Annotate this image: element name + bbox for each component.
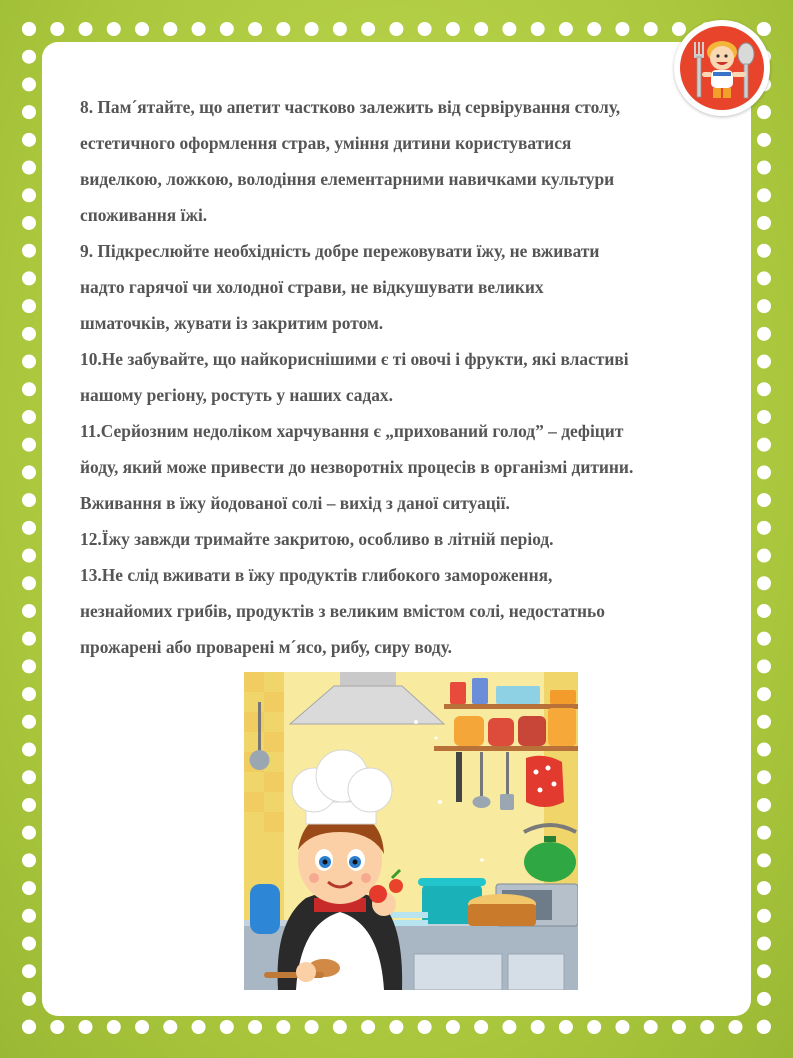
chef-kitchen-illustration [244,672,578,990]
text-line: йоду, який може привести до незворотніх процесів в організмі дитини. [80,457,634,477]
text-line: надто гарячої чи холодної страви, не відкушувати великих [80,277,544,297]
text-line: споживання їжі. [80,205,208,225]
text-line: 8. Пам´ятайте, що апетит частково залежить від сервірування столу, [80,97,621,117]
text-line: 13.Не слід вживати в їжу продуктів глибокого замороження, [80,565,553,585]
tips-text [80,89,720,665]
text-line: Вживання в їжу йодованої солі – вихід з даної ситуації. [80,493,510,513]
text-line: прожарені або проварені м´ясо, рибу, сиру воду. [80,637,453,657]
child-with-spoon-and-fork-icon [674,20,770,116]
text-line: 12.Їжу завжди тримайте закритою, особливо в літній період. [80,529,554,549]
text-line: нашому регіону, ростуть у наших садах. [80,385,393,405]
cartoon-chef-in-kitchen [244,672,578,990]
child-figure [680,26,764,110]
text-line: естетичного оформлення страв, уміння дитини користуватися [80,133,572,153]
text-line: виделкою, ложкою, володіння елементарними навичками культури [80,169,615,189]
text-line: 11.Серйозним недоліком харчування є „прихований голод” – дефіцит [80,421,624,441]
badge-background [680,26,764,110]
text-line: незнайомих грибів, продуктів з великим вмістом солі, недостатньо [80,601,605,621]
text-line: 10.Не забувайте, що найкориснішими є ті овочі і фрукти, які властиві [80,349,629,369]
text-line: 9. Підкреслюйте необхідність добре пережовувати їжу, не вживати [80,241,600,261]
text-line: шматочків, жувати із закритим ротом. [80,313,384,333]
